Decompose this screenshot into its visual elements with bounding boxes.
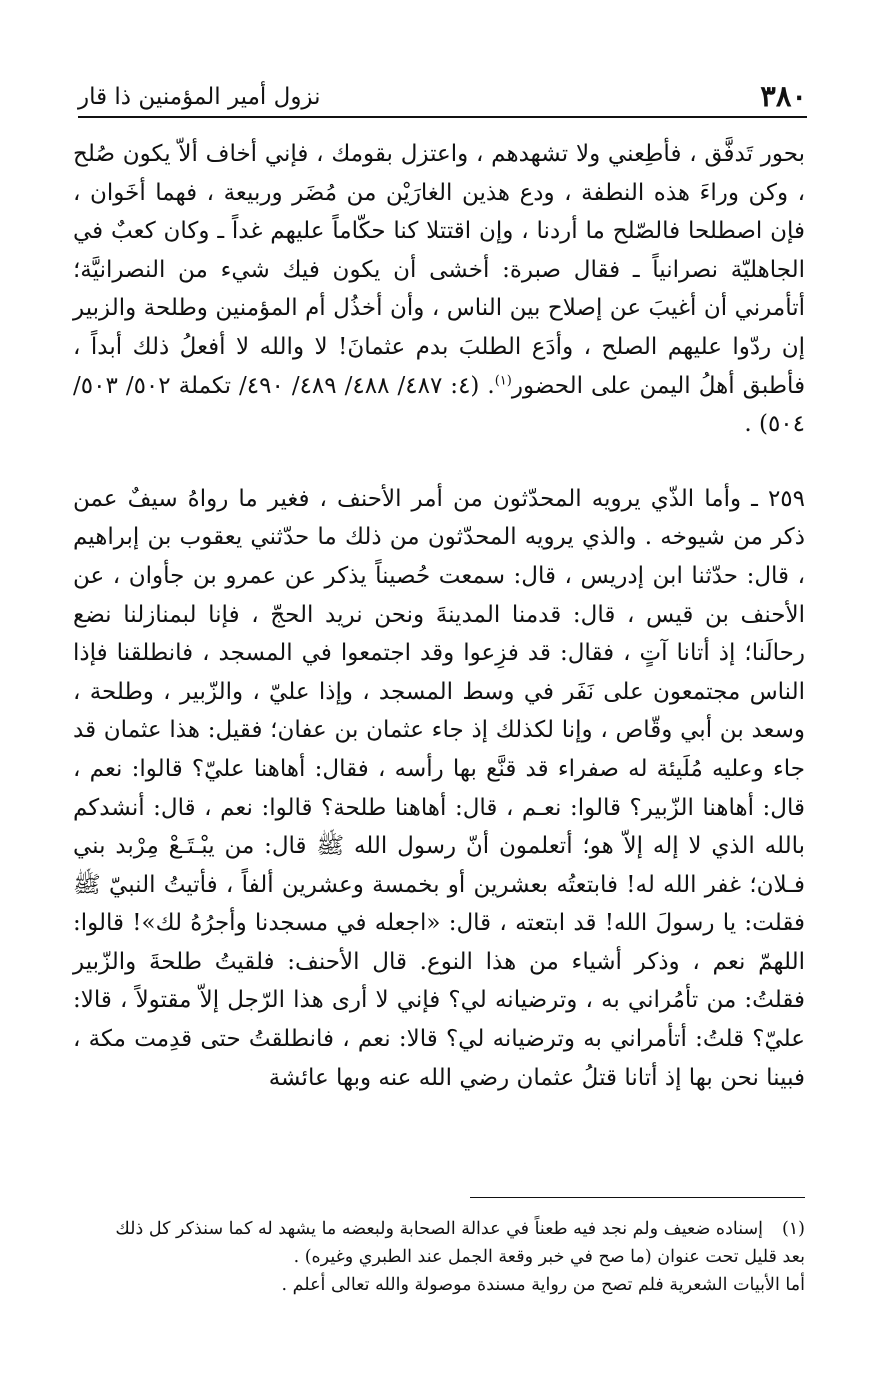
footnote-1-line-1: إسناده ضعيف ولم نجد فيه طعناً في عدالة الصحابة ولبعضه ما يشهد له كما سنذكر كل ذلك — [115, 1219, 763, 1239]
paragraph-1-text: بحور تَدفَّق ، فأطِعني ولا تشهدهم ، واعتزل بقومك ، فإني أخاف ألاّ يكون صُلح ، وكن وراءَ هذه النطفة ، ودع هذين الغارَيْن من مُضَر وربيعة ، فهما أخَوان ، فإن اصطلحا فالصّلح ما أردنا ، وإن اقتتلا كنا حكّاماً عليهم غداً ـ وكان كعبٌ في الجاهليّة نصرانياً ـ فقال صبرة: أخشى أن يكون فيك شيء من النصرانيَّة؛ أتأمرني أن أغيبَ عن إصلاح بين الناس ، وأن أخذُل أم المؤمنين وطلحة والزبير إن ردّوا عليهم الصلح ، وأدَع الطلبَ بدم عثمانَ! لا والله لا أفعلُ ذلك أبداً ، فأطبق أهلُ اليمن على الحضور — [73, 141, 806, 399]
page-header — [78, 70, 807, 118]
paragraph-1-citation: . (٤: ٤٨٧/ ٤٨٨/ ٤٨٩/ ٤٩٠/ تكملة ٥٠٢/ ٥٠٣/ ٥٠٤) . — [73, 372, 805, 438]
footnotes — [78, 1215, 805, 1299]
footnote-1-line-2: بعد قليل تحت عنوان (ما صح في خبر وقعة الجمل عند الطبري وغيره) . — [293, 1247, 805, 1267]
footnote-1-line-3: أما الأبيات الشعرية فلم تصح من رواية مسندة موصولة والله تعالى أعلم . — [281, 1275, 805, 1295]
footnote-divider — [470, 1197, 805, 1198]
paragraph-2-text: ٢٥٩ ـ وأما الذّي يرويه المحدّثون من أمر الأحنف ، فغير ما رواهُ سيفٌ عمن ذكر من شيوخه . والذي يرويه المحدّثون من ذلك ما حدّثني يعقوب بن إبراهيم ، قال: حدّثنا ابن إدريس ، قال: سمعت حُصيناً يذكر عن عمرو بن جأوان ، عن الأحنف بن قيس ، قال: قدمنا المدينةَ ونحن نريد الحجّ ، فإنا لبمنازلنا نضع رحالَنا؛ إذ أتانا آتٍ ، فقال: قد فزِعوا وقد اجتمعوا في المسجد ، فانطلقنا فإذا الناس مجتمعون على نَفَر في وسط المسجد ، وإذا عليّ ، والزّبير ، وطلحة ، وسعد بن أبي وقّاص ، وإنا لكذلك إذ جاء عثمان بن عفان؛ فقيل: هذا عثمان قد جاء وعليه مُلَيئة له صفراء قد قنَّع بها رأسه ، فقال: أهاهنا عليّ؟ قالوا: نعم ، قال: أهاهنا الزّبير؟ قالوا: نعـم ، قال: أهاهنا طلحة؟ قالوا: نعم ، قال: أنشدكم بالله الذي لا إله إلاّ هو؛ أتعلمون أنّ رسول الله ﷺ قال: من يبْـتَـعْ مِرْبد بني فـلان؛ غفر الله له! فابتعتُه بعشرين أو بخمسة وعشرين ألفاً ، فأتيتُ النبيّ ﷺ فقلت: يا رسولَ الله! قد ابتعته ، قال: «اجعله في مسجدنا وأجرُهُ لك»! قالوا: اللهمّ نعم ، وذكر أشياء من هذا النوع. قال الأحنف: فلقيتُ طلحةَ والزّبير فقلتُ: من تأمُراني به ، وترضيانه لي؟ فإني لا أرى هذا الرّجل إلاّ مقتولاً ، قالا: عليّ؟ قلتُ: أتأمراني به وترضيانه لي؟ قالا: نعم ، فانطلقتُ حتى قدِمت مكة ، فبينا نحن بها إذ أتانا قتلُ عثمان رضي الله عنه وبها عائشة — [73, 485, 805, 1091]
paragraph-2 — [73, 480, 805, 1098]
paragraph-gap — [73, 444, 805, 480]
running-title: نزول أمير المؤمنين ذا قار — [78, 84, 321, 110]
footnote-1 — [78, 1215, 805, 1243]
main-text — [73, 135, 805, 1097]
page-number: ٣٨٠ — [760, 79, 807, 113]
footnote-1-marker: (١) — [781, 1219, 805, 1239]
footnote-reference: (١) — [494, 372, 512, 388]
paragraph-1 — [73, 135, 805, 444]
